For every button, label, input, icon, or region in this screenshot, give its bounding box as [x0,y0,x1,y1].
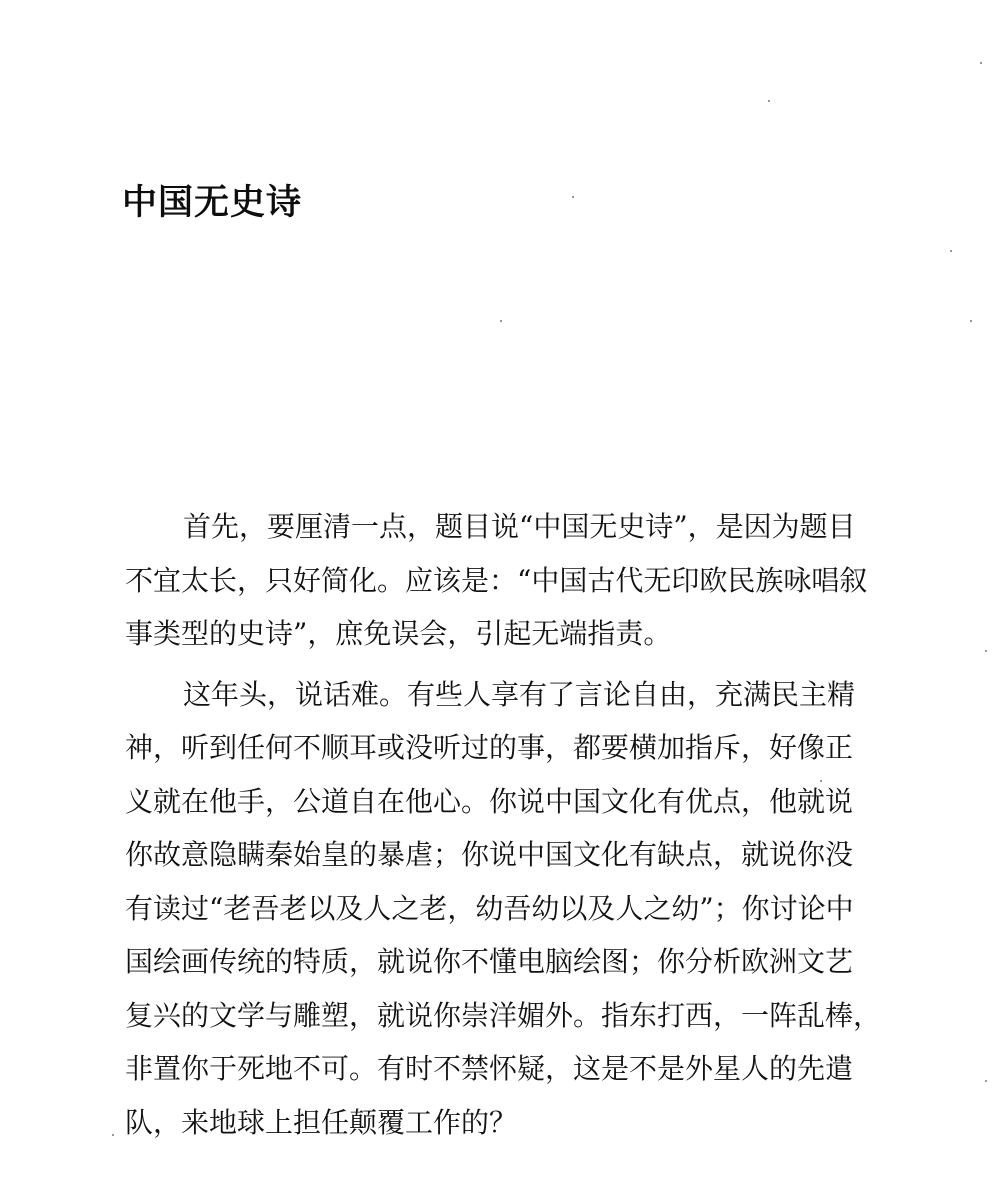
text-line: 首先，要厘清一点，题目说“中国无史诗”，是因为题目 [183,510,856,543]
scan-speck [985,650,987,652]
text-line: 不宜太长，只好简化。应该是：“中国古代无印欧民族咏唱叙 [125,563,868,597]
text-line: 非置你于死地不可。有时不禁怀疑，这是不是外星人的先遣 [125,1052,854,1085]
scan-speck [980,62,982,64]
scan-speck [970,320,972,322]
scan-speck [820,780,822,782]
text-line: 这年头，说话难。有些人享有了言论自由，充满民主精 [183,677,856,711]
text-line: 你故意隐瞒秦始皇的暴虐；你说中国文化有缺点，就说你没 [125,838,854,871]
text-line: 国绘画传统的特质，就说你不懂电脑绘图；你分析欧洲文艺 [125,945,854,978]
scan-speck [500,320,502,322]
text-line: 有读过“老吾老以及人之老，幼吾幼以及人之幼”；你讨论中 [125,891,854,925]
scan-speck [112,1134,114,1136]
paragraph-1 [125,500,895,661]
text-line: 义就在他手，公道自在他心。你说中国文化有优点，他就说 [125,784,854,818]
text-line: 队，来地球上担任颠覆工作的？ [125,1105,518,1139]
page-title: 中国无史诗 [122,183,303,223]
text-line: 复兴的文学与雕塑，就说你崇洋媚外。指东打西，一阵乱棒， [125,998,882,1032]
scan-speck [572,196,574,198]
text-line: 事类型的史诗”，庶免误会，引起无端指责。 [125,617,672,650]
scan-speck [950,250,952,252]
text-line: 神，听到任何不顺耳或没听过的事，都要横加指斥，好像正 [125,731,854,764]
paragraph-2 [125,668,895,1150]
scan-speck [768,100,770,102]
scan-speck [985,1080,987,1082]
body-text [125,500,895,1149]
